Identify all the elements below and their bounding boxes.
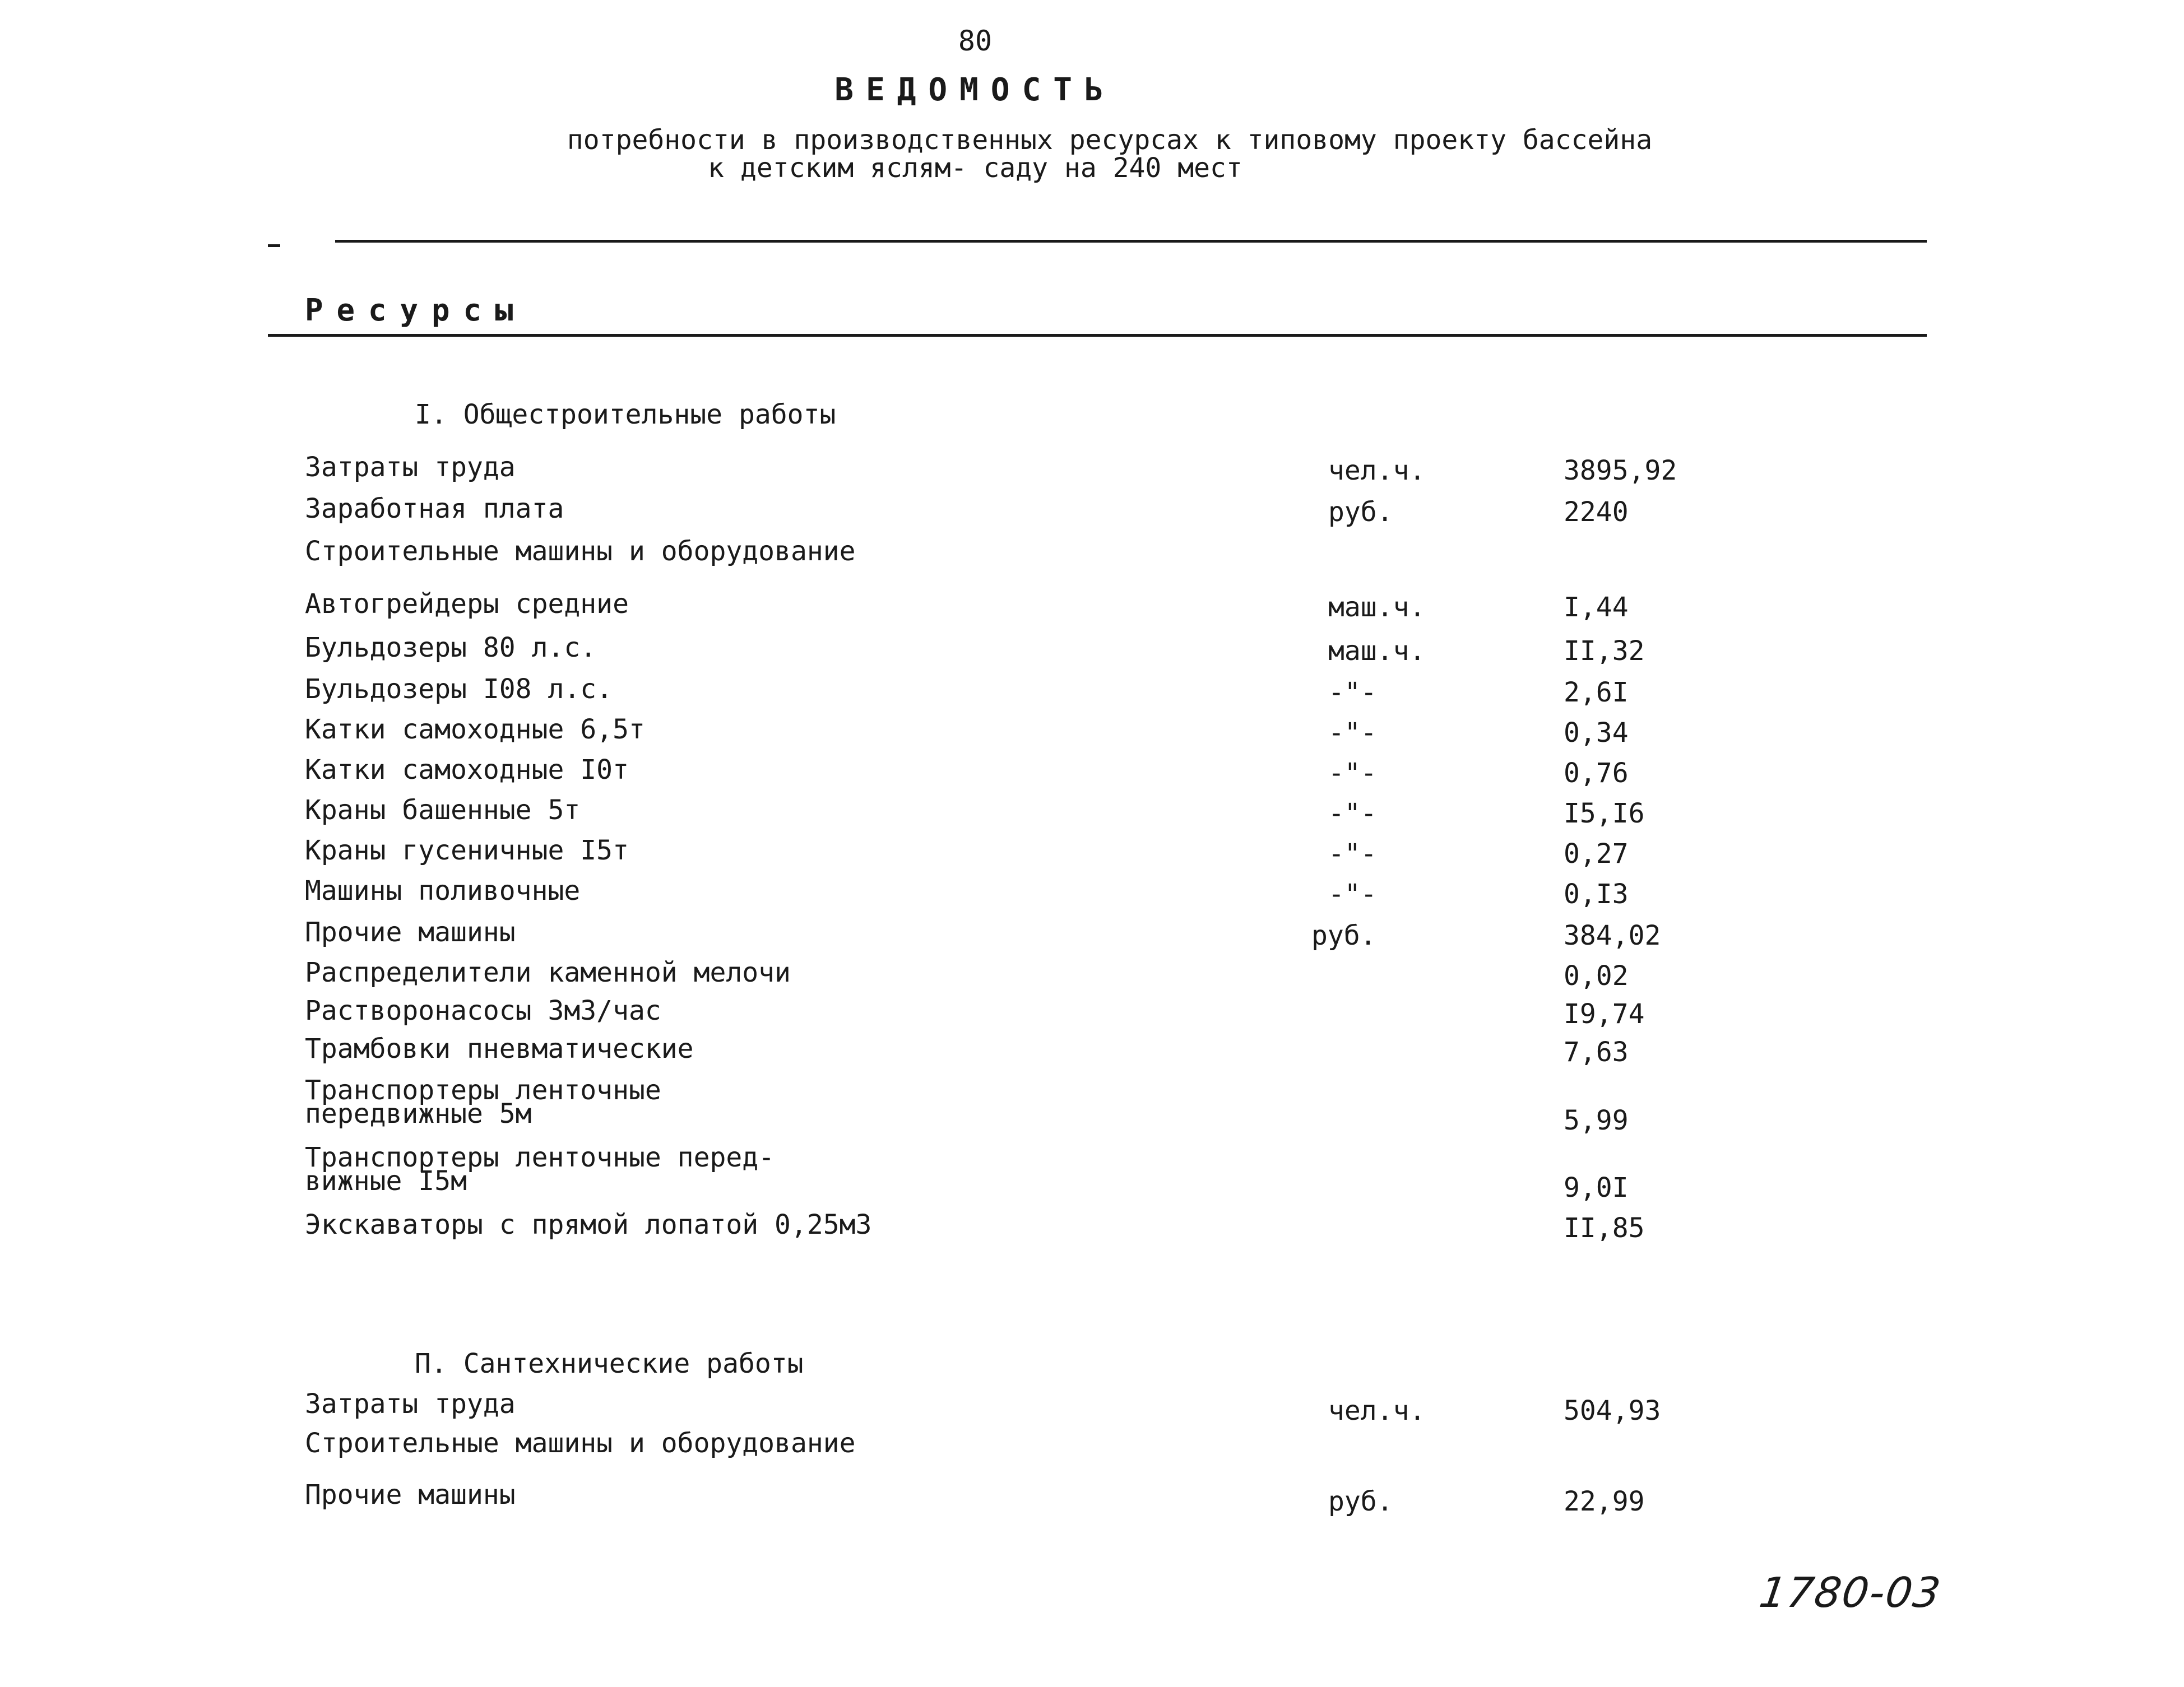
table-row	[0, 1075, 2018, 1140]
table-row	[0, 493, 2018, 530]
resource-unit: -"-	[1328, 838, 1377, 870]
document-title: ВЕДОМОСТЬ	[834, 72, 1116, 108]
header-rule-dash	[268, 244, 280, 247]
resource-name: Прочие машины	[305, 917, 516, 948]
resource-name-line-2: вижные I5м	[305, 1165, 467, 1197]
resource-name: Бульдозеры I08 л.с.	[305, 673, 613, 705]
table-row	[0, 1142, 2018, 1207]
resource-name: Краны башенные 5т	[305, 794, 581, 826]
resource-name: Автогрейдеры средние	[305, 588, 629, 620]
resource-name: Краны гусеничные I5т	[305, 835, 629, 866]
resource-name: Экскаваторы с прямой лопатой 0,25м3	[305, 1209, 872, 1240]
resource-name: Затраты труда	[305, 452, 516, 483]
resource-value: 0,34	[1564, 717, 1629, 749]
table-row	[0, 536, 2018, 573]
resource-name-line-1: Транспортеры ленточные	[305, 1075, 661, 1106]
section-title-general-construction: I. Общестроительные работы	[415, 399, 836, 430]
page-number: 80	[958, 25, 993, 57]
resource-value: 22,99	[1564, 1486, 1645, 1517]
table-row	[0, 588, 2018, 625]
handwritten-document-number: 1780-03	[1756, 1569, 1945, 1617]
table-row	[0, 1428, 2018, 1465]
resource-value: 9,0I	[1564, 1172, 1629, 1203]
resource-name: Бульдозеры 80 л.с.	[305, 632, 597, 663]
resource-value: 3895,92	[1564, 455, 1677, 486]
document-subtitle-line-1: потребности в производственных ресурсах к типовому проекту бассейна	[567, 124, 1653, 156]
header-rule-top	[335, 240, 1927, 243]
document-subtitle-line-2: к детским яслям- саду на 240 мест	[708, 152, 1242, 184]
resource-unit: -"-	[1328, 798, 1377, 829]
resource-value: 0,76	[1564, 757, 1629, 789]
table-row	[0, 917, 2018, 954]
resource-unit: руб.	[1328, 1486, 1393, 1517]
resource-unit: маш.ч.	[1328, 635, 1426, 667]
table-row	[0, 875, 2018, 912]
resource-unit: -"-	[1328, 717, 1377, 749]
table-row	[0, 452, 2018, 489]
resource-value: 0,I3	[1564, 879, 1629, 910]
resource-value: 7,63	[1564, 1037, 1629, 1068]
table-row	[0, 673, 2018, 710]
resource-value: 504,93	[1564, 1395, 1661, 1426]
table-row	[0, 995, 2018, 1032]
resource-unit: -"-	[1328, 757, 1377, 789]
resource-value: 2,6I	[1564, 677, 1629, 708]
resource-value: 2240	[1564, 496, 1629, 528]
resource-unit: -"-	[1328, 879, 1377, 910]
section-title-plumbing: П. Сантехнические работы	[415, 1348, 804, 1379]
table-row	[0, 794, 2018, 831]
resource-name-line-2: передвижные 5м	[305, 1098, 532, 1130]
table-row	[0, 835, 2018, 872]
resource-unit: чел.ч.	[1328, 1395, 1426, 1426]
resource-value: 0,27	[1564, 838, 1629, 870]
table-row	[0, 1209, 2018, 1246]
table-row	[0, 754, 2018, 791]
resource-name: Катки самоходные 6,5т	[305, 714, 645, 745]
resources-column-header: Ресурсы	[305, 292, 527, 328]
resource-unit: маш.ч.	[1328, 592, 1426, 623]
resource-name: Заработная плата	[305, 493, 564, 524]
resource-value: II,85	[1564, 1212, 1645, 1244]
resource-value: 5,99	[1564, 1105, 1629, 1136]
resource-name: Катки самоходные I0т	[305, 754, 629, 786]
resource-group-name: Строительные машины и оборудование	[305, 536, 856, 567]
resource-name: Машины поливочные	[305, 875, 581, 907]
resource-name: Затраты труда	[305, 1388, 516, 1420]
resource-unit: чел.ч.	[1328, 455, 1426, 486]
table-row	[0, 714, 2018, 751]
resource-name-line-1: Транспортеры ленточные перед-	[305, 1142, 775, 1173]
resource-group-name: Строительные машины и оборудование	[305, 1428, 856, 1459]
resource-value: II,32	[1564, 635, 1645, 667]
resource-value: I9,74	[1564, 998, 1645, 1030]
resource-value: I,44	[1564, 592, 1629, 623]
resource-value: I5,I6	[1564, 798, 1645, 829]
resource-name: Распределители каменной мелочи	[305, 957, 791, 988]
resource-unit: -"-	[1328, 677, 1377, 708]
table-row	[0, 632, 2018, 669]
resource-name: Растворонасосы 3м3/час	[305, 995, 661, 1026]
table-row	[0, 1479, 2018, 1517]
resource-value: 384,02	[1564, 920, 1661, 951]
resource-name: Прочие машины	[305, 1479, 516, 1511]
resource-name: Трамбовки пневматические	[305, 1033, 694, 1065]
resource-unit: руб.	[1311, 920, 1376, 951]
table-row	[0, 1033, 2018, 1070]
resource-value: 0,02	[1564, 960, 1629, 992]
table-row	[0, 1388, 2018, 1426]
resource-unit: руб.	[1328, 496, 1393, 528]
table-row	[0, 957, 2018, 994]
header-rule-bottom	[268, 334, 1927, 337]
